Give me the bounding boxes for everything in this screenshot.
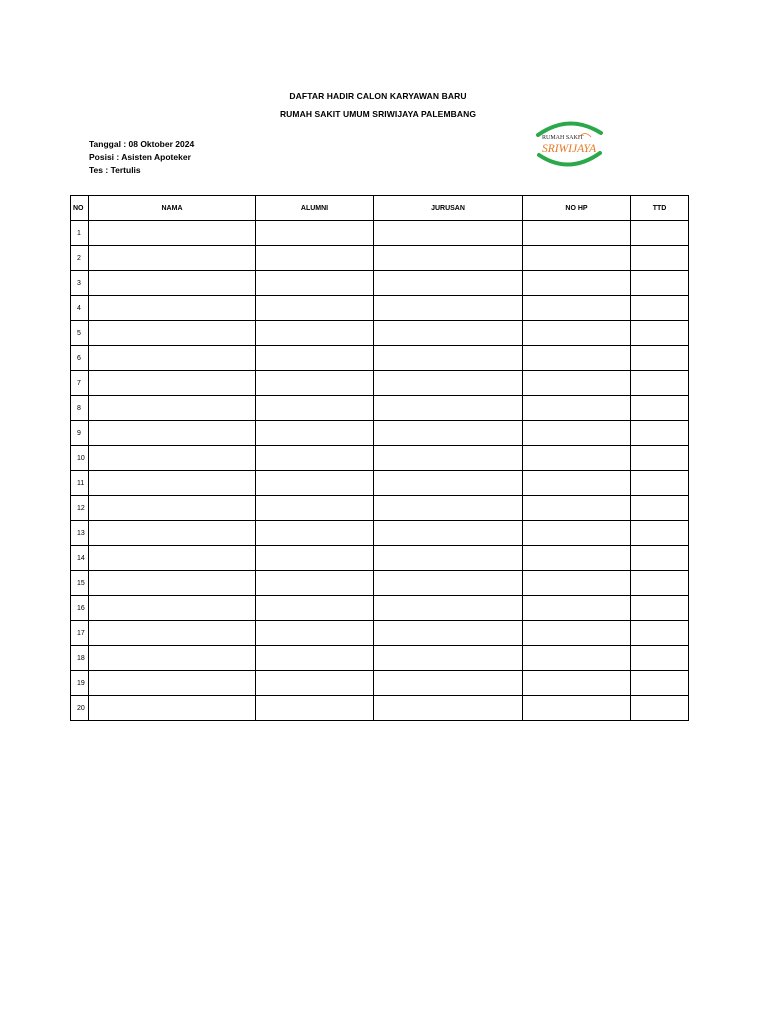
- cell-ttd: [631, 621, 689, 646]
- attendance-table: [70, 195, 689, 721]
- cell-no-hp: [523, 246, 631, 271]
- cell-nama: [89, 571, 256, 596]
- logo-arc-top: [538, 123, 601, 135]
- cell-ttd: [631, 596, 689, 621]
- cell-alumni: [256, 421, 374, 446]
- cell-alumni: [256, 446, 374, 471]
- cell-no-hp: [523, 496, 631, 521]
- cell-no-hp: [523, 396, 631, 421]
- cell-alumni: [256, 471, 374, 496]
- cell-alumni: [256, 246, 374, 271]
- info-date: Tanggal : 08 Oktober 2024: [89, 139, 195, 149]
- table-row: [71, 221, 689, 246]
- cell-alumni: [256, 696, 374, 721]
- cell-jurusan: [374, 246, 523, 271]
- cell-ttd: [631, 696, 689, 721]
- cell-no-hp: [523, 446, 631, 471]
- cell-ttd: [631, 471, 689, 496]
- cell-jurusan: [374, 446, 523, 471]
- row-number: 19: [71, 671, 89, 696]
- cell-no-hp: [523, 346, 631, 371]
- cell-jurusan: [374, 621, 523, 646]
- info-test: Tes : Tertulis: [89, 165, 141, 175]
- table-row: [71, 446, 689, 471]
- cell-no-hp: [523, 621, 631, 646]
- cell-ttd: [631, 321, 689, 346]
- cell-ttd: [631, 521, 689, 546]
- cell-jurusan: [374, 521, 523, 546]
- row-number: 11: [71, 471, 89, 496]
- cell-ttd: [631, 396, 689, 421]
- cell-no-hp: [523, 296, 631, 321]
- cell-nama: [89, 271, 256, 296]
- cell-alumni: [256, 396, 374, 421]
- cell-ttd: [631, 671, 689, 696]
- cell-no-hp: [523, 471, 631, 496]
- cell-no-hp: [523, 421, 631, 446]
- cell-nama: [89, 221, 256, 246]
- row-number: 2: [71, 246, 89, 271]
- row-number: 14: [71, 546, 89, 571]
- cell-nama: [89, 421, 256, 446]
- cell-ttd: [631, 446, 689, 471]
- cell-nama: [89, 346, 256, 371]
- cell-no-hp: [523, 696, 631, 721]
- cell-nama: [89, 521, 256, 546]
- cell-nama: [89, 596, 256, 621]
- cell-alumni: [256, 221, 374, 246]
- cell-jurusan: [374, 646, 523, 671]
- cell-nama: [89, 696, 256, 721]
- table-row: [71, 246, 689, 271]
- table-row: [71, 296, 689, 321]
- cell-jurusan: [374, 696, 523, 721]
- cell-alumni: [256, 371, 374, 396]
- cell-ttd: [631, 296, 689, 321]
- cell-jurusan: [374, 571, 523, 596]
- cell-jurusan: [374, 221, 523, 246]
- table-row: [71, 596, 689, 621]
- cell-ttd: [631, 221, 689, 246]
- row-number: 7: [71, 371, 89, 396]
- table-header-row: [71, 196, 689, 221]
- cell-no-hp: [523, 271, 631, 296]
- table-row: [71, 396, 689, 421]
- row-number: 18: [71, 646, 89, 671]
- table-row: [71, 371, 689, 396]
- cell-ttd: [631, 421, 689, 446]
- cell-nama: [89, 621, 256, 646]
- cell-nama: [89, 321, 256, 346]
- cell-ttd: [631, 571, 689, 596]
- cell-jurusan: [374, 371, 523, 396]
- cell-alumni: [256, 596, 374, 621]
- cell-jurusan: [374, 671, 523, 696]
- cell-no-hp: [523, 646, 631, 671]
- header-no: NO: [71, 196, 89, 221]
- header-alumni: ALUMNI: [256, 196, 374, 221]
- cell-alumni: [256, 621, 374, 646]
- cell-ttd: [631, 346, 689, 371]
- table-row: [71, 646, 689, 671]
- cell-jurusan: [374, 321, 523, 346]
- cell-nama: [89, 371, 256, 396]
- info-position: Posisi : Asisten Apoteker: [89, 152, 191, 162]
- table-row: [71, 471, 689, 496]
- cell-alumni: [256, 271, 374, 296]
- cell-nama: [89, 471, 256, 496]
- cell-ttd: [631, 371, 689, 396]
- row-number: 8: [71, 396, 89, 421]
- cell-jurusan: [374, 496, 523, 521]
- row-number: 6: [71, 346, 89, 371]
- cell-alumni: [256, 296, 374, 321]
- table-row: [71, 571, 689, 596]
- cell-alumni: [256, 321, 374, 346]
- cell-alumni: [256, 496, 374, 521]
- header-nama: NAMA: [89, 196, 256, 221]
- cell-alumni: [256, 546, 374, 571]
- cell-jurusan: [374, 421, 523, 446]
- cell-nama: [89, 246, 256, 271]
- row-number: 13: [71, 521, 89, 546]
- table-row: [71, 271, 689, 296]
- row-number: 12: [71, 496, 89, 521]
- row-number: 15: [71, 571, 89, 596]
- row-number: 9: [71, 421, 89, 446]
- table-row: [71, 421, 689, 446]
- cell-no-hp: [523, 571, 631, 596]
- table-row: [71, 496, 689, 521]
- header-jurusan: JURUSAN: [374, 196, 523, 221]
- cell-alumni: [256, 571, 374, 596]
- cell-ttd: [631, 271, 689, 296]
- table-row: [71, 346, 689, 371]
- cell-nama: [89, 496, 256, 521]
- cell-alumni: [256, 521, 374, 546]
- cell-alumni: [256, 671, 374, 696]
- row-number: 17: [71, 621, 89, 646]
- table-row: [71, 321, 689, 346]
- cell-no-hp: [523, 671, 631, 696]
- logo-text-top: RUMAH SAKIT: [542, 135, 584, 141]
- header-ttd: TTD: [631, 196, 689, 221]
- cell-no-hp: [523, 546, 631, 571]
- table-row: [71, 621, 689, 646]
- cell-jurusan: [374, 346, 523, 371]
- table-row: [71, 546, 689, 571]
- cell-nama: [89, 396, 256, 421]
- cell-ttd: [631, 496, 689, 521]
- cell-no-hp: [523, 596, 631, 621]
- cell-no-hp: [523, 371, 631, 396]
- table-body: [71, 221, 689, 721]
- cell-nama: [89, 446, 256, 471]
- document-title: DAFTAR HADIR CALON KARYAWAN BARU: [289, 91, 467, 101]
- row-number: 4: [71, 296, 89, 321]
- logo-text-bottom: SRIWIJAYA: [542, 143, 597, 155]
- cell-ttd: [631, 246, 689, 271]
- cell-nama: [89, 296, 256, 321]
- cell-no-hp: [523, 521, 631, 546]
- table-row: [71, 521, 689, 546]
- row-number: 20: [71, 696, 89, 721]
- table-row: [71, 671, 689, 696]
- header-no-hp: NO HP: [523, 196, 631, 221]
- cell-alumni: [256, 346, 374, 371]
- hospital-logo: [533, 117, 605, 169]
- cell-jurusan: [374, 271, 523, 296]
- cell-jurusan: [374, 471, 523, 496]
- row-number: 5: [71, 321, 89, 346]
- row-number: 1: [71, 221, 89, 246]
- cell-ttd: [631, 646, 689, 671]
- cell-jurusan: [374, 596, 523, 621]
- cell-alumni: [256, 646, 374, 671]
- row-number: 10: [71, 446, 89, 471]
- cell-nama: [89, 546, 256, 571]
- row-number: 3: [71, 271, 89, 296]
- cell-no-hp: [523, 321, 631, 346]
- cell-ttd: [631, 546, 689, 571]
- cell-jurusan: [374, 546, 523, 571]
- table-row: [71, 696, 689, 721]
- cell-jurusan: [374, 296, 523, 321]
- cell-nama: [89, 671, 256, 696]
- cell-nama: [89, 646, 256, 671]
- cell-jurusan: [374, 396, 523, 421]
- row-number: 16: [71, 596, 89, 621]
- document-subtitle: RUMAH SAKIT UMUM SRIWIJAYA PALEMBANG: [279, 109, 477, 119]
- cell-no-hp: [523, 221, 631, 246]
